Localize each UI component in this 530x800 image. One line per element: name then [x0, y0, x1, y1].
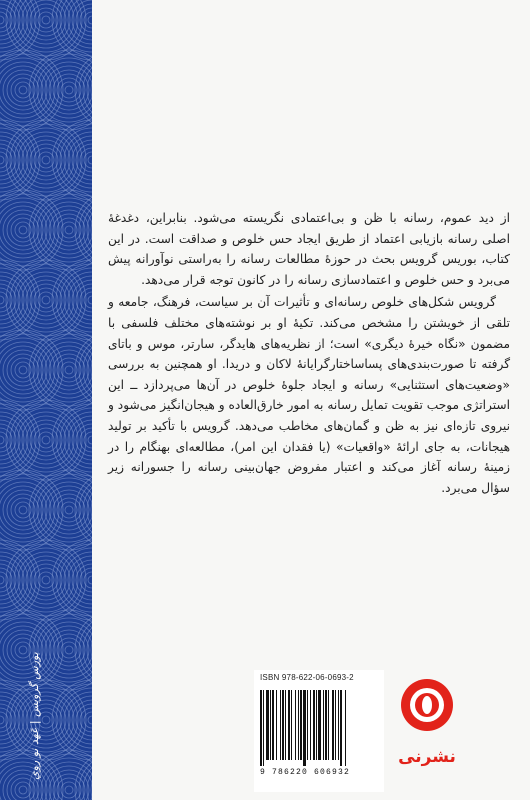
- publisher-name: نشرنی: [398, 747, 456, 767]
- blurb-paragraph-1: از دید عموم، رسانه با ظن و بی‌اعتمادی نگریسته می‌شود. بنابراین، دغدغهٔ اصلی رسانه بازیابی اعتماد از طریق ایجاد حس خلوص و صداقت است. در این کتاب، بوریس گرویس بحث در حوزهٔ مطالعات رسانه را به‌راستی نوآورانه پیش می‌برد و حس خلوص و اعتمادسازی رسانه را در کانون توجه قرار می‌دهد.: [108, 211, 510, 287]
- blurb-paragraph-2: گرویس شکل‌های خلوص رسانه‌ای و تأثیرات آن بر سیاست، فرهنگ، جامعه و تلقی از خویشتن را مشخص می‌کند. تکیهٔ او بر نوشته‌های مختلف فلسفی با مضمون «نگاه خیرهٔ دیگری» است؛ از نظریه‌های هایدگر، سارتر، موس و باتای گرفته تا صورت‌بندی‌های پساساختارگرایانهٔ لاکان و دریدا. او همچنین به بررسی «وضعیت‌های استثنایی» رسانه و ایجاد جلوهٔ خلوص در آن‌ها می‌پردازد ــ این استراتژی موجب تقویت تمایل رسانه به امور خارق‌العاده و هیجان‌انگیز می‌شود و نیروی تازه‌ای نیز به ظن و گمان‌های مخاطب می‌دهد. گرویس با تأکید بر تولید هیجانات، به جای ارائهٔ «واقعیات» (یا فقدان این امر)، مطالعه‌ای بهنگام را در زمینهٔ رسانه آغاز می‌کند و اعتبار مفروض جهان‌بینی رسانه را جسورانه زیر سؤال می‌برد.: [108, 295, 510, 495]
- concentric-circles-pattern: [0, 0, 92, 800]
- barcode-digits: 9 786220 606932: [260, 768, 351, 777]
- publisher-ney-logo-icon: [398, 672, 456, 746]
- spine-title: بورس گرويس | عَهد نو روي: [28, 652, 41, 780]
- back-cover-blurb: [108, 208, 510, 500]
- isbn-label: ISBN 978-622-06-0693-2: [260, 673, 354, 682]
- spine-pattern-strip: [0, 0, 92, 800]
- barcode-icon: [258, 690, 382, 766]
